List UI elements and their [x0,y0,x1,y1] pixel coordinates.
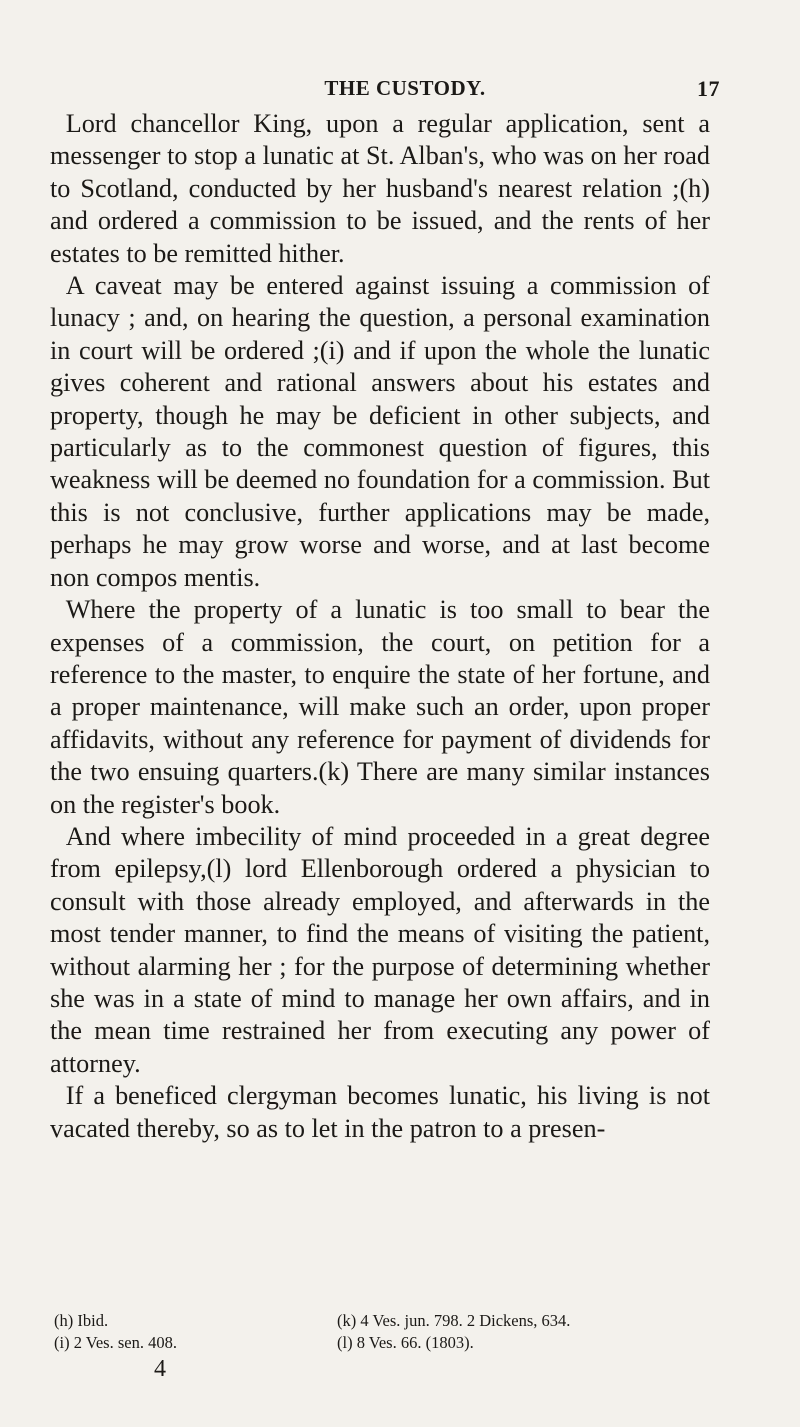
paragraph-2: A caveat may be entered against issuing a commission of lunacy ; and, on hearing the question, a personal examination in court will be ordered ;(i) and if upon the whole the lunatic gives coherent and rational answers about his estates and property, though he may be deficient in other subjects, and particularly as to the commonest question of figures, this weakness will be deemed no foundation for a commission. But this is not conclusive, further applications may be made, perhaps he may grow worse and worse, and at last become non compos mentis. [50,271,710,592]
running-title: THE CUSTODY. [324,76,486,100]
signature-mark: 4 [154,1356,166,1382]
paragraph-5: If a beneficed clergyman becomes lunatic, his living is not vacated thereby, so as to let in the patron to a presen- [50,1081,710,1143]
footnote-h: (h) Ibid. [54,1311,109,1330]
paragraph-4: And where imbecility of mind proceeded in a great degree from epilepsy,(l) lord Ellenborough ordered a physician to consult with those already employed, and afterwards in the most tender manner, to find the means of visiting the patient, without alarming her ; for the purpose of determining whether she was in a state of mind to manage her own affairs, and in the mean time restrained her from executing any power of attorney. [50,821,710,1078]
page-number: 17 [697,76,720,101]
footnote-i: (i) 2 Ves. sen. 408. [54,1333,177,1352]
footnote-column-left [54,1310,177,1354]
paragraph-1: Lord chancellor King, upon a regular application, sent a messenger to stop a lunatic at St. Alban's, who was on her road to Scotland, conducted by her husband's nearest relation ;(h) and ordered a commission to be issued, and the rents of her estates to be remitted hither. [50,109,710,268]
body-text [50,108,710,1145]
footnote-l: (l) 8 Ves. 66. (1803). [337,1333,474,1352]
footnote-k: (k) 4 Ves. jun. 798. 2 Dickens, 634. [337,1311,571,1330]
page-header [90,76,720,106]
footnote-column-right [337,1310,570,1354]
paragraph-3: Where the property of a lunatic is too small to bear the expenses of a commission, the court, on petition for a reference to the master, to enquire the state of her fortune, and a proper maintenance, will make such an order, upon proper affidavits, without any reference for payment of dividends for the two ensuing quarters.(k) There are many similar instances on the register's book. [50,595,710,819]
